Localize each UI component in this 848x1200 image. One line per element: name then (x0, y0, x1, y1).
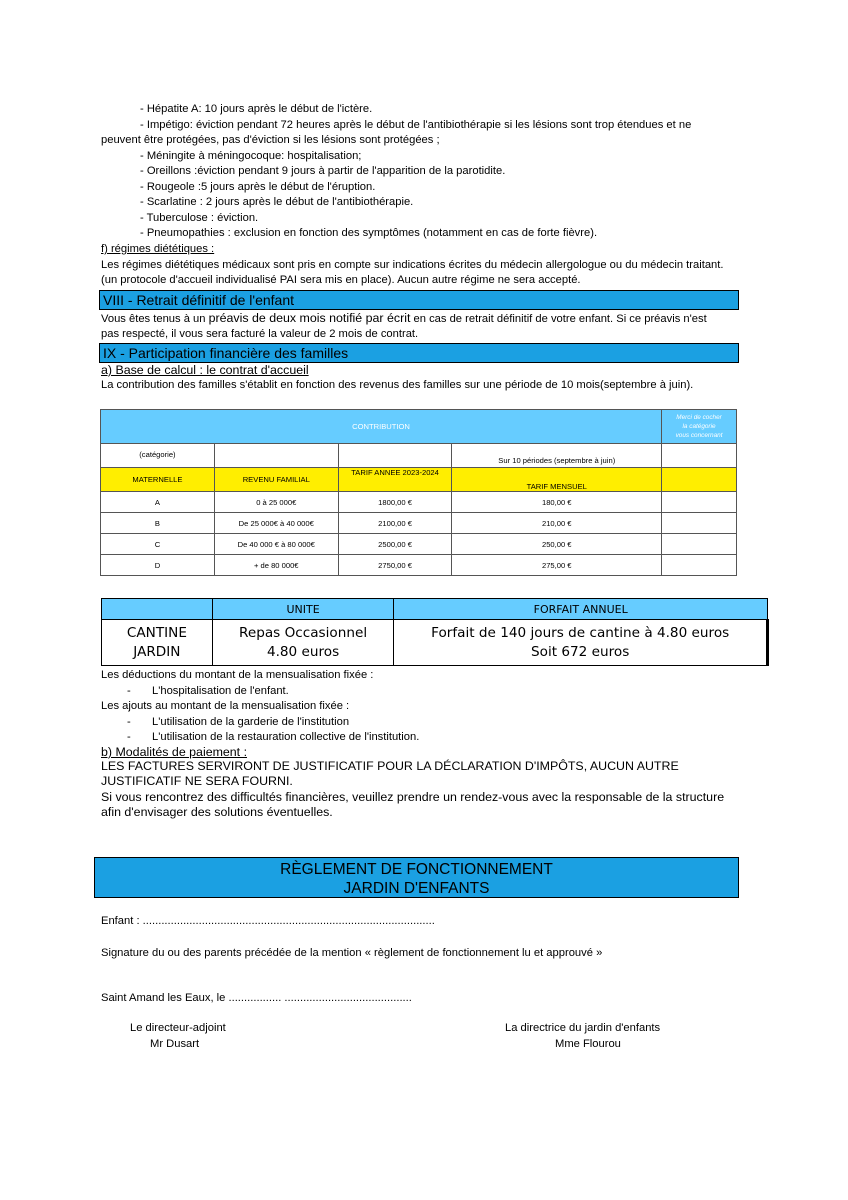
section-9-subheading: a) Base de calcul : le contrat d'accueil (101, 363, 309, 377)
cantine-label: CANTINE JARDIN (102, 620, 213, 666)
eviction-oreillons: - Oreillons :éviction pendant 9 jours à partir de l'apparition de la parotidite. (140, 165, 506, 177)
section-9-bar (99, 343, 739, 363)
ajouts-line: Les ajouts au montant de la mensualisation fixée : (101, 700, 350, 712)
table-row: B De 25 000€ à 40 000€ 2100,00 € 210,00 € (101, 513, 737, 534)
ajouts-item1: L'utilisation de la garderie de l'institution (152, 716, 350, 728)
section-8-title: VIII - Retrait définitif de l'enfant (103, 292, 294, 308)
section-9-intro: La contribution des familles s'établit en fonction des revenus des familles sur une période de 10 mois(septembre à juin). (101, 379, 694, 391)
categorie-label: (catégorie) (101, 444, 215, 468)
ajouts-item2: L'utilisation de la restauration collective de l'institution. (152, 731, 420, 743)
eviction-meningite: - Méningite à méningocoque: hospitalisation; (140, 150, 362, 162)
eviction-tuberculose: - Tuberculose : éviction. (140, 212, 259, 224)
ajouts-dash1: - (127, 716, 131, 728)
header-maternelle: MATERNELLE (101, 468, 215, 492)
header-tarif-mensuel: TARIF MENSUEL (452, 468, 662, 492)
directrice-name: Mme Flourou (555, 1038, 621, 1050)
reglement-title-box (94, 857, 739, 898)
checkbox-cell-d[interactable] (662, 555, 737, 576)
directeur-title: Le directeur-adjoint (130, 1022, 226, 1034)
checkbox-cell-a[interactable] (662, 492, 737, 513)
paiement-caps2: JUSTIFICATIF NE SERA FOURNI. (101, 774, 293, 788)
deductions-dash1: - (127, 685, 131, 697)
signature-line: Signature du ou des parents précédée de la mention « règlement de fonctionnement lu et approuvé » (101, 947, 603, 959)
lieu-date-field[interactable]: Saint Amand les Eaux, le ................. ......................................... (101, 992, 412, 1004)
section-8-line2: pas respecté, il vous sera facturé la valeur de 2 mois de contrat. (101, 328, 419, 340)
merci-cell: Merci de cocher la catégorie vous concernant (662, 410, 737, 444)
eviction-rougeole: - Rougeole :5 jours après le début de l'éruption. (140, 181, 376, 193)
cantine-table (101, 598, 769, 666)
paiement-line2: afin d'envisager des solutions éventuelles. (101, 805, 333, 819)
periodes-label: Sur 10 périodes (septembre à juin) (452, 444, 662, 468)
eviction-scarlatine: - Scarlatine : 2 jours après le début de l'antibiothérapie. (140, 196, 414, 208)
section-8-line1: Vous êtes tenus à un préavis de deux mois notifié par écrit en cas de retrait définitif de votre enfant. Si ce préavis n'est (101, 311, 707, 325)
paiement-heading: b) Modalités de paiement : (101, 745, 248, 759)
unite-header: UNITE (212, 599, 394, 620)
deductions-line1: Les déductions du montant de la mensualisation fixée : (101, 669, 374, 681)
header-revenu: REVENU FAMILIAL (214, 468, 338, 492)
enfant-field[interactable]: Enfant : .............................................................................................. (101, 915, 435, 927)
table-row: C De 40 000 € à 80 000€ 2500,00 € 250,00 € (101, 534, 737, 555)
regimes-line1: Les régimes diététiques médicaux sont pris en compte sur indications écrites du médecin allergologue ou du médecin traitant. (101, 259, 724, 271)
reglement-title1: RÈGLEMENT DE FONCTIONNEMENT (280, 861, 553, 878)
contribution-table (100, 409, 737, 576)
directrice-title: La directrice du jardin d'enfants (505, 1022, 661, 1034)
section-9-title: IX - Participation financière des familles (103, 345, 349, 361)
paiement-caps1: LES FACTURES SERVIRONT DE JUSTIFICATIF POUR LA DÉCLARATION D'IMPÔTS, AUCUN AUTRE (101, 759, 679, 773)
directeur-name: Mr Dusart (150, 1038, 200, 1050)
contribution-header: CONTRIBUTION (101, 410, 662, 444)
checkbox-cell-b[interactable] (662, 513, 737, 534)
deductions-item1: L'hospitalisation de l'enfant. (152, 685, 289, 697)
eviction-hepatite: - Hépatite A: 10 jours après le début de l'ictère. (140, 103, 373, 115)
header-tarif-annee: TARIF ANNEE 2023-2024 (338, 468, 452, 492)
reglement-title2: JARDIN D'ENFANTS (343, 880, 490, 897)
regimes-heading: f) régimes diététiques : (101, 243, 215, 255)
eviction-impetigo-cont: peuvent être protégées, pas d'éviction si les lésions sont protégées ; (101, 134, 440, 146)
section-8-bar (99, 290, 739, 310)
repas-cell: Repas Occasionnel 4.80 euros (212, 620, 394, 666)
table-row: D + de 80 000€ 2750,00 € 275,00 € (101, 555, 737, 576)
eviction-pneumopathies: - Pneumopathies : exclusion en fonction des symptômes (notamment en cas de forte fièvre). (140, 227, 598, 239)
forfait-header: FORFAIT ANNUEL (394, 599, 768, 620)
checkbox-cell-c[interactable] (662, 534, 737, 555)
paiement-line1: Si vous rencontrez des difficultés financières, veuillez prendre un rendez-vous avec la responsable de la structure (101, 790, 725, 804)
regimes-line2: (un protocole d'accueil individualisé PAI sera mis en place). Aucun autre régime ne sera accepté. (101, 274, 581, 286)
eviction-impetigo: - Impétigo: éviction pendant 72 heures après le début de l'antibiothérapie si les lésions sont trop étendues et ne (140, 119, 692, 131)
table-row: A 0 à 25 000€ 1800,00 € 180,00 € (101, 492, 737, 513)
forfait-cell: Forfait de 140 jours de cantine à 4.80 euros Soit 672 euros (394, 620, 768, 666)
ajouts-dash2: - (127, 731, 131, 743)
